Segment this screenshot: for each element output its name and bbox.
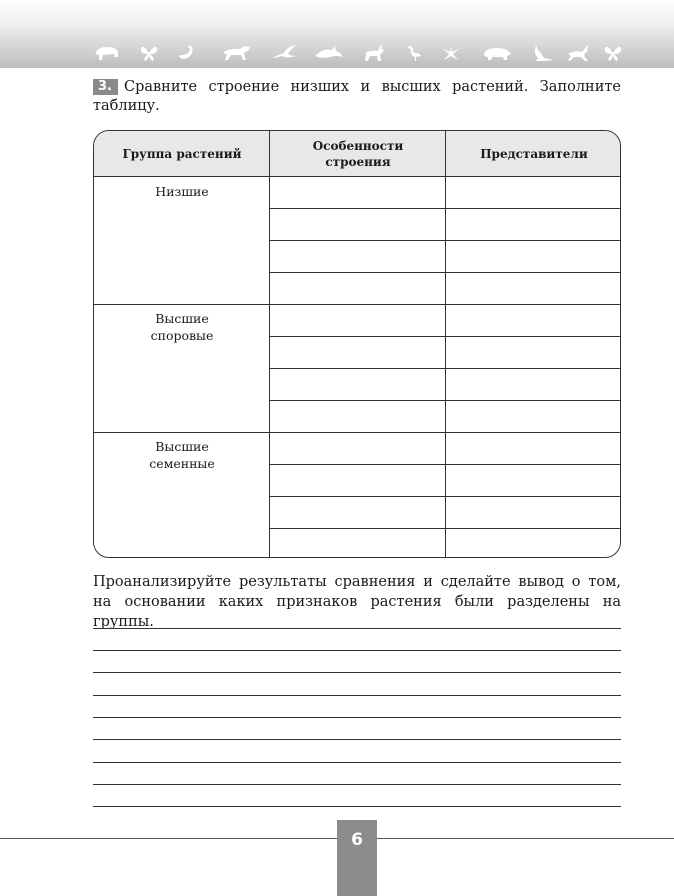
answer-line[interactable] — [93, 806, 621, 807]
row-line — [270, 240, 621, 241]
kangaroo-icon — [530, 44, 556, 62]
answer-cell[interactable] — [271, 178, 444, 207]
answer-line[interactable] — [93, 717, 621, 718]
answer-line[interactable] — [93, 695, 621, 696]
butterfly-icon — [604, 44, 622, 62]
conclusion-prompt: Проанализируйте результаты сравнения и сделайте вывод о том, на основании каких признаков растения были разделены на группы. — [93, 574, 621, 630]
group-label-higher-spore: Высшие споровые — [150, 311, 214, 343]
group-divider — [94, 304, 621, 305]
boar-icon — [482, 44, 512, 62]
row-line — [270, 336, 621, 337]
task-text: Сравните строение низших и высших растений. Заполните таблицу. — [93, 79, 621, 114]
row-line — [270, 496, 621, 497]
header-group: Группа растений — [122, 146, 242, 161]
answer-line[interactable] — [93, 650, 621, 651]
header-structure: Особенности строения — [312, 138, 404, 169]
page-number: 6 — [351, 830, 363, 850]
page-number-tab — [337, 820, 377, 896]
row-line — [270, 464, 621, 465]
insect-icon — [440, 44, 462, 62]
row-line — [270, 208, 621, 209]
heron-icon — [406, 44, 424, 62]
task-number-badge: 3. — [93, 79, 118, 95]
comparison-table — [93, 130, 621, 558]
animal-silhouettes-strip — [0, 44, 674, 68]
butterfly-icon — [140, 44, 158, 62]
dolphin-icon — [314, 44, 344, 62]
row-line — [270, 368, 621, 369]
header-representatives: Представители — [480, 146, 588, 161]
answer-line[interactable] — [93, 762, 621, 763]
task-instruction — [93, 78, 621, 116]
answer-cell[interactable] — [447, 178, 621, 207]
answer-line[interactable] — [93, 739, 621, 740]
deer-icon — [362, 44, 386, 62]
group-label-lower: Низшие — [155, 184, 209, 199]
answer-line[interactable] — [93, 672, 621, 673]
bison-icon — [94, 44, 120, 62]
group-label-higher-seed: Высшие семенные — [149, 439, 215, 471]
scorpion-icon — [176, 44, 198, 62]
table-header-row — [94, 131, 620, 177]
group-divider — [94, 432, 621, 433]
horse-icon — [222, 44, 252, 62]
column-divider — [445, 131, 446, 557]
gazelle-icon — [566, 44, 592, 62]
row-line — [270, 528, 621, 529]
row-line — [270, 400, 621, 401]
answer-line[interactable] — [93, 784, 621, 785]
row-line — [270, 272, 621, 273]
bird-icon — [270, 44, 298, 62]
answer-line[interactable] — [93, 628, 621, 629]
